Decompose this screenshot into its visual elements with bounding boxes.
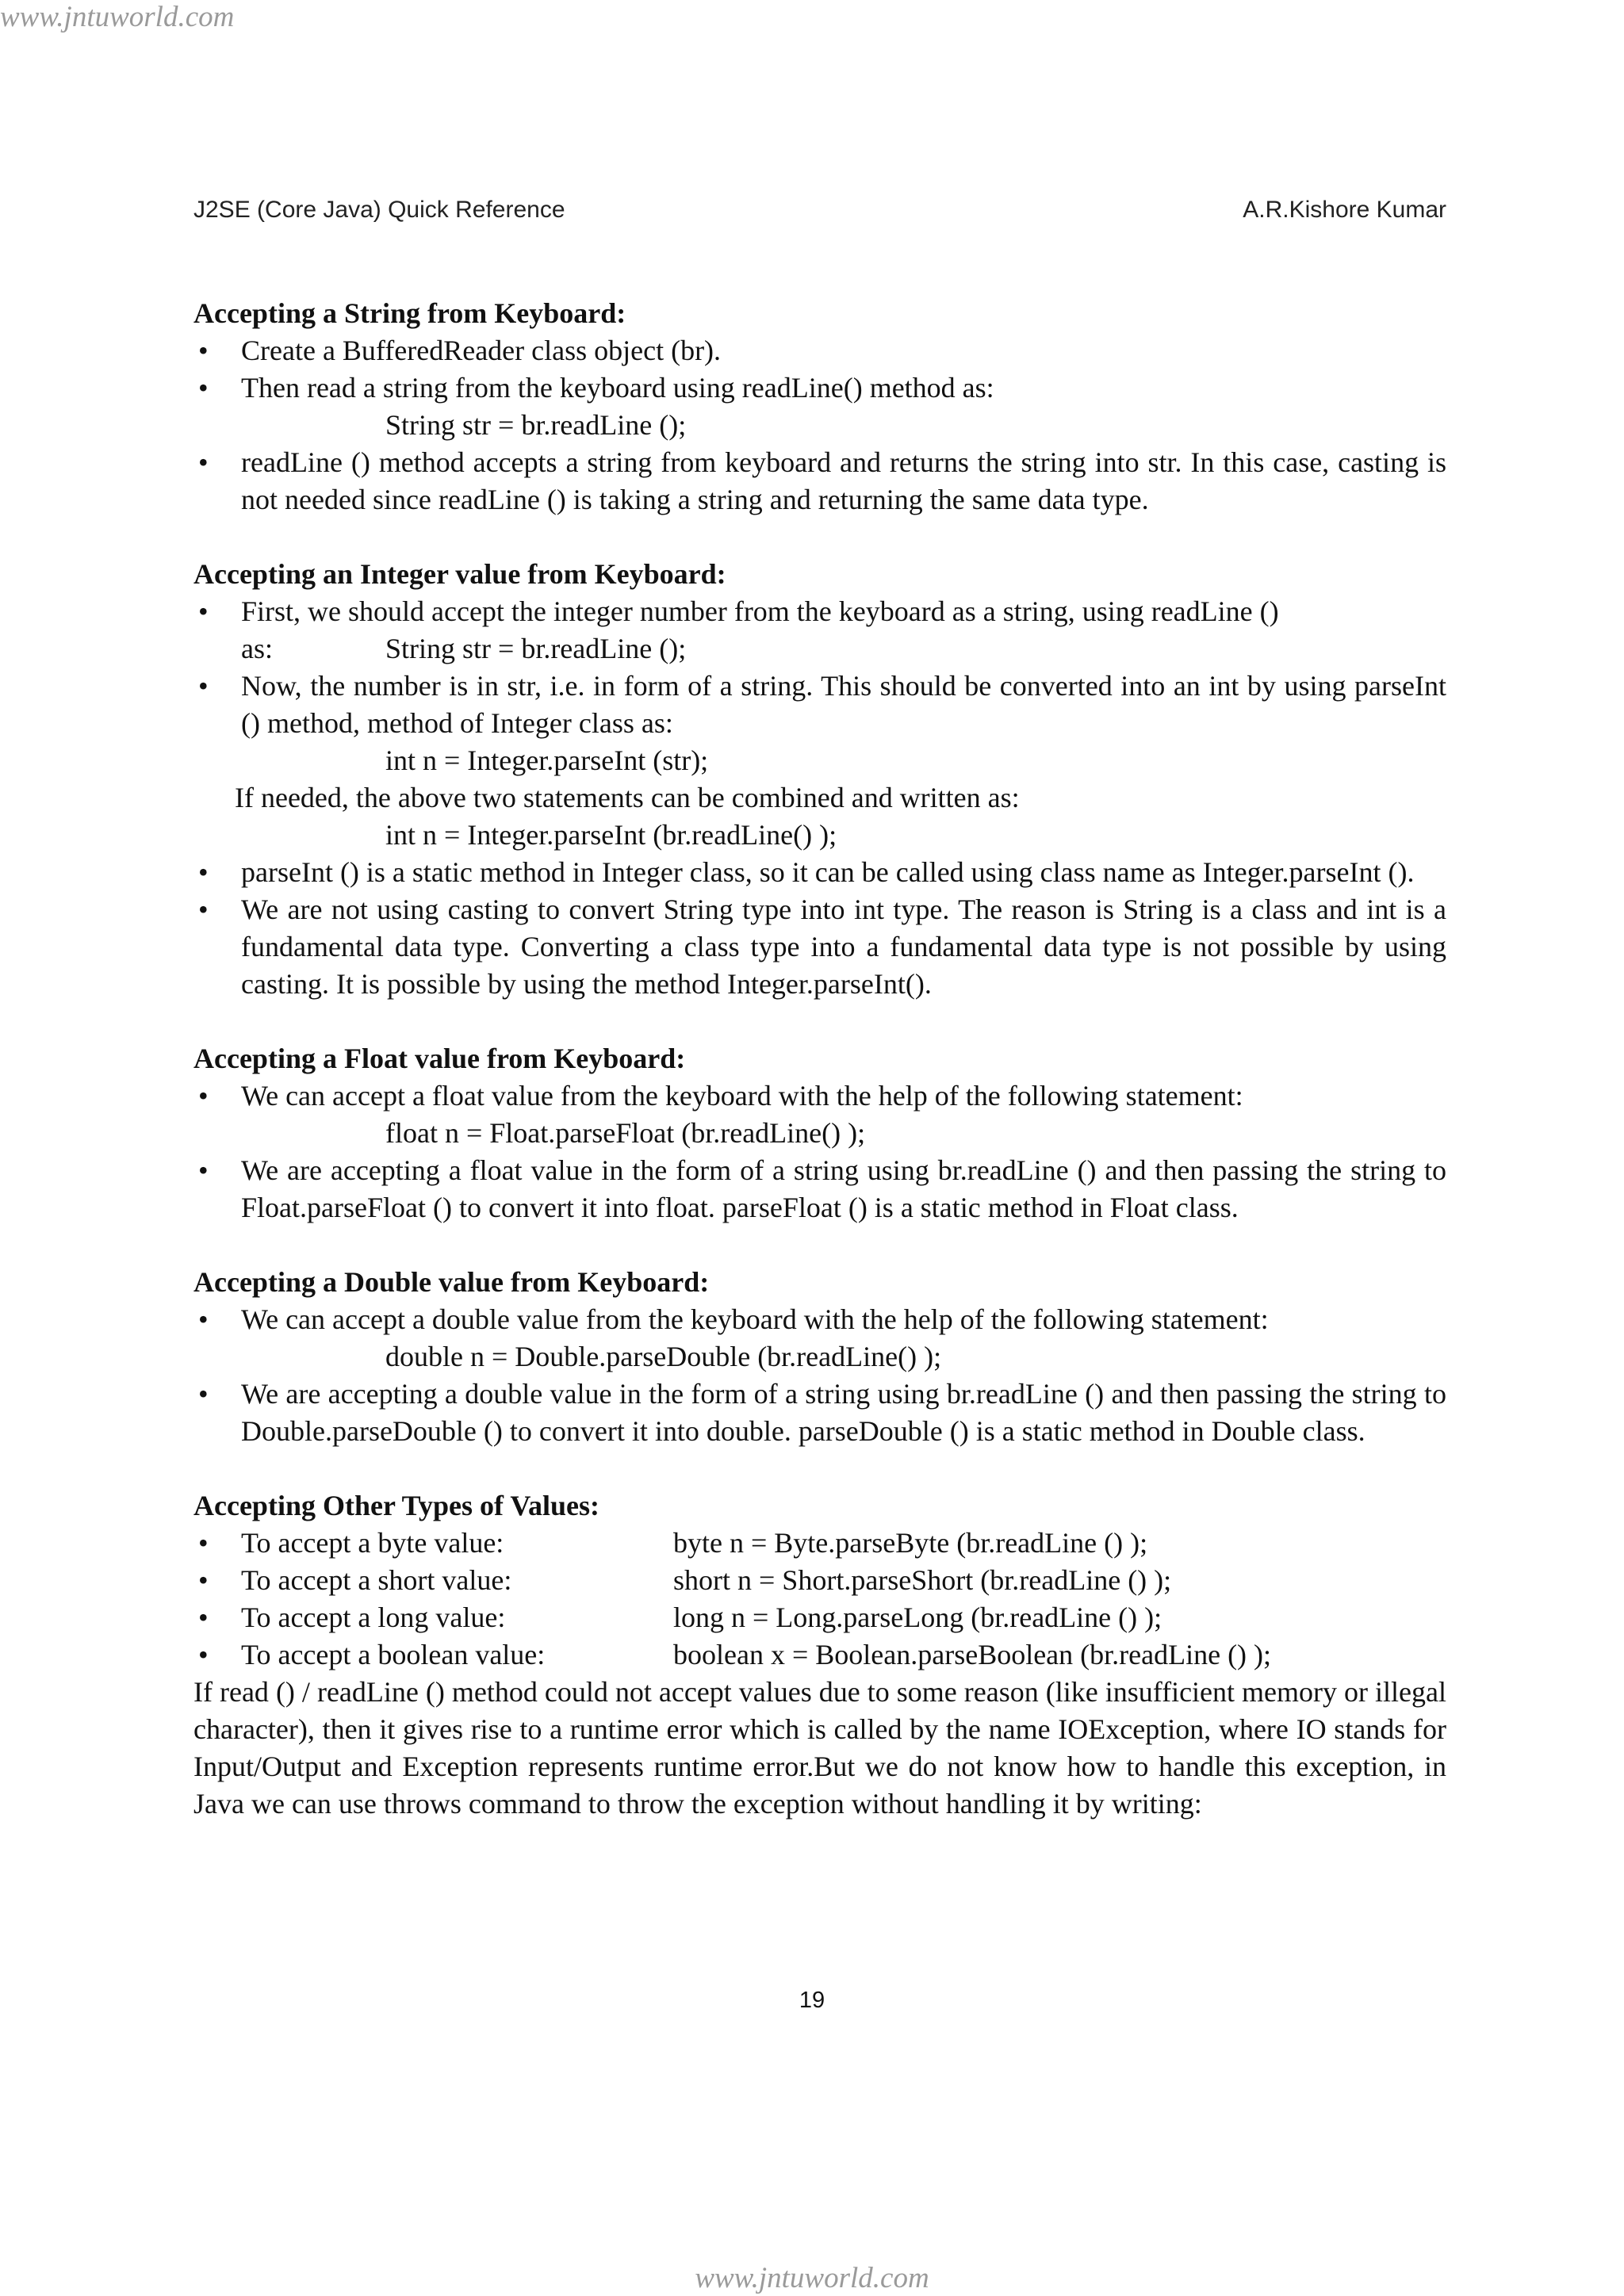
section-string — [193, 295, 1446, 519]
code-line: String str = br.readLine (); — [385, 633, 687, 664]
code-line: float n = Float.parseFloat (br.readLine() ); — [385, 1117, 866, 1149]
section-heading: Accepting a String from Keyboard: — [193, 297, 626, 329]
section-heading: Accepting Other Types of Values: — [193, 1490, 600, 1521]
code-line: byte n = Byte.parseByte (br.readLine () ); — [673, 1527, 1148, 1559]
section-integer — [193, 556, 1446, 1003]
list-item: • Create a BufferedReader class object (br). — [193, 332, 1446, 369]
bullet-list — [193, 1525, 1446, 1674]
list-item: • parseInt () is a static method in Integer class, so it can be called using class name as Integer.parseInt (). — [193, 854, 1446, 891]
code-line: String str = br.readLine (); — [385, 409, 687, 441]
watermark-bottom: www.jntuworld.com — [695, 2262, 929, 2294]
list-item: • First, we should accept the integer number from the keyboard as a string, using readLine () as: String str = br.readLine (); — [193, 593, 1446, 668]
watermark-top: www.jntuworld.com — [0, 1, 235, 33]
section-heading: Accepting a Float value from Keyboard: — [193, 1043, 686, 1074]
list-item: • readLine () method accepts a string from keyboard and returns the string into str. In this case, casting is not needed since readLine () is taking a string and returning the same data type. — [193, 444, 1446, 519]
list-item: • We are accepting a double value in the form of a string using br.readLine () and then passing the string to Double.parseDouble () to convert it into double. parseDouble () is a static method in Double class. — [193, 1376, 1446, 1450]
code-line: int n = Integer.parseInt (br.readLine() ); — [385, 819, 837, 851]
document-body — [193, 295, 1446, 1823]
page-number: 19 — [799, 1988, 825, 2013]
code-line: int n = Integer.parseInt (str); — [385, 744, 709, 776]
code-line: double n = Double.parseDouble (br.readLine() ); — [385, 1341, 942, 1372]
list-item: • To accept a boolean value: boolean x = Boolean.parseBoolean (br.readLine () ); — [193, 1636, 1446, 1674]
bullet-list — [193, 854, 1446, 1003]
note-line: If needed, the above two statements can be combined and written as: — [235, 782, 1020, 813]
bullet-list — [193, 1077, 1446, 1226]
list-item: • To accept a byte value: byte n = Byte.parseByte (br.readLine () ); — [193, 1525, 1446, 1562]
header-title: J2SE (Core Java) Quick Reference — [193, 197, 565, 223]
list-item: • We can accept a double value from the keyboard with the help of the following statement: double n = Double.parseDouble (br.readLine() ); — [193, 1301, 1446, 1376]
bullet-list — [193, 1301, 1446, 1450]
section-heading: Accepting a Double value from Keyboard: — [193, 1266, 710, 1298]
bullet-list — [193, 332, 1446, 519]
list-item: • We are not using casting to convert String type into int type. The reason is String is a class and int is a fundamental data type. Converting a class type into a fundamental data type is not possible by using casting. It is possible by using the method Integer.parseInt(). — [193, 891, 1446, 1003]
list-item: • To accept a long value: long n = Long.parseLong (br.readLine () ); — [193, 1599, 1446, 1636]
list-item: • To accept a short value: short n = Short.parseShort (br.readLine () ); — [193, 1562, 1446, 1599]
section-other — [193, 1487, 1446, 1823]
code-line: short n = Short.parseShort (br.readLine () ); — [673, 1564, 1172, 1596]
list-item: • Now, the number is in str, i.e. in form of a string. This should be converted into an int by using parseInt () method, method of Integer class as: int n = Integer.parseInt (str); — [193, 668, 1446, 779]
code-line: boolean x = Boolean.parseBoolean (br.readLine () ); — [673, 1639, 1272, 1670]
list-item: • Then read a string from the keyboard using readLine() method as: String str = br.readLine (); — [193, 369, 1446, 444]
section-double — [193, 1264, 1446, 1450]
body-paragraph: If read () / readLine () method could not accept values due to some reason (like insufficient memory or illegal character), then it gives rise to a runtime error which is called by the name IOException, where IO stands for Input/Output and Exception represents runtime error.But we do not know how to handle this exception, in Java we can use throws command to throw the exception without handling it by writing: — [193, 1676, 1446, 1820]
list-item: • We can accept a float value from the keyboard with the help of the following statement: float n = Float.parseFloat (br.readLine() ); — [193, 1077, 1446, 1152]
bullet-list — [193, 593, 1446, 779]
section-heading: Accepting an Integer value from Keyboard: — [193, 558, 726, 590]
code-line: long n = Long.parseLong (br.readLine () ); — [673, 1601, 1162, 1633]
list-item: • We are accepting a float value in the form of a string using br.readLine () and then passing the string to Float.parseFloat () to convert it into float. parseFloat () is a static method in Float class. — [193, 1152, 1446, 1226]
header-author: A.R.Kishore Kumar — [1243, 197, 1446, 223]
section-float — [193, 1040, 1446, 1226]
